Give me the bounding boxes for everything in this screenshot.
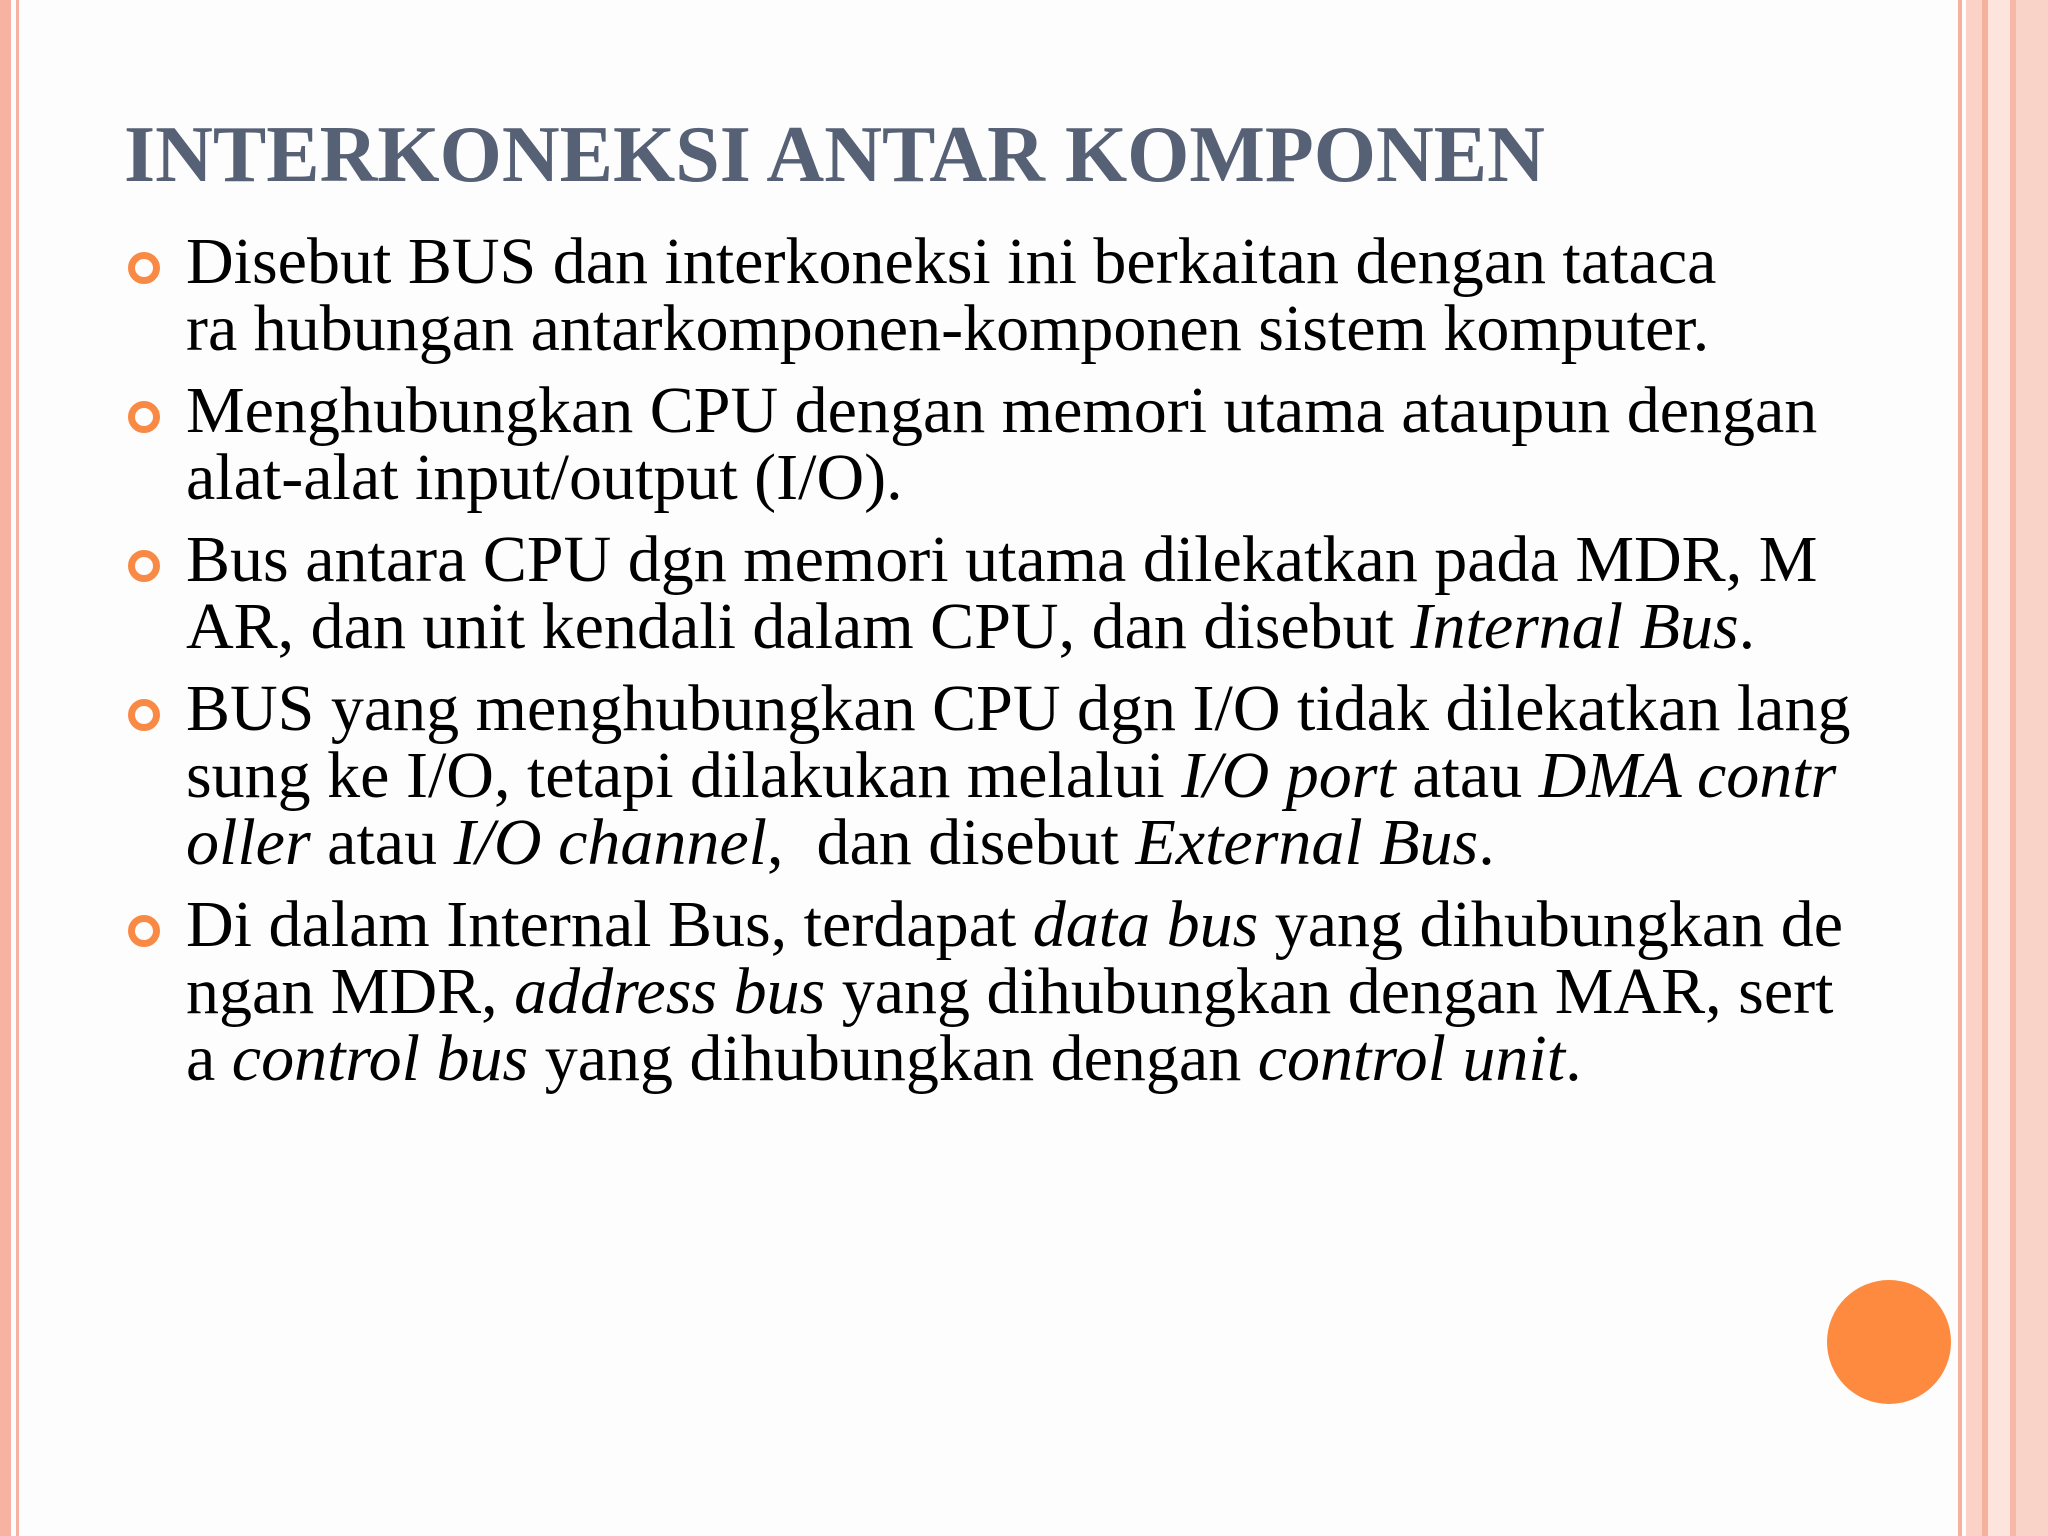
- bullet-line: [186, 441, 1924, 514]
- text-segment: , dan disebut: [767, 806, 1136, 879]
- left-stripe-decoration: [0, 0, 11, 1536]
- text-segment: yang dihubungkan dengan MAR, sert: [825, 955, 1834, 1028]
- text-segment: sung ke I/O, tetapi dilakukan melalui: [186, 739, 1182, 812]
- bullet-item: [124, 225, 1924, 365]
- ring-bullet-icon: [128, 915, 160, 947]
- right-stripe-decoration-2: [1966, 0, 1982, 1536]
- text-segment: ra hubungan antarkomponen-komponen sistem komputer.: [186, 292, 1710, 365]
- text-segment: ngan MDR,: [186, 955, 515, 1028]
- text-segment: Menghubungkan CPU dengan memori utama ataupun dengan: [186, 374, 1818, 447]
- bullet-line: [186, 374, 1924, 447]
- ring-bullet-icon: [128, 699, 160, 731]
- italic-term: External Bus: [1135, 806, 1479, 879]
- right-stripe-decoration-4: [1988, 0, 2010, 1536]
- text-segment: Bus antara CPU dgn memori utama dilekatkan pada MDR, M: [186, 523, 1818, 596]
- bullet-item: [124, 888, 1924, 1095]
- text-segment: yang dihubungkan de: [1258, 888, 1843, 961]
- bullet-line: [186, 672, 1924, 745]
- bullet-line: [186, 955, 1924, 1028]
- bullet-item: [124, 672, 1924, 879]
- bullet-line: [186, 888, 1924, 961]
- text-segment: .: [1738, 590, 1756, 663]
- bullet-line: [186, 292, 1924, 365]
- bullet-line: [186, 523, 1924, 596]
- italic-term: control unit: [1257, 1022, 1566, 1095]
- italic-term: oller: [186, 806, 311, 879]
- text-segment: atau: [310, 806, 454, 879]
- bullet-line: [186, 225, 1924, 298]
- right-stripe-decoration-6: [2016, 0, 2048, 1536]
- italic-term: data bus: [1032, 888, 1259, 961]
- bullet-line: [186, 806, 1924, 879]
- bullet-line: [186, 590, 1924, 663]
- text-segment: BUS yang menghubungkan CPU dgn I/O tidak dilekatkan lang: [186, 672, 1851, 745]
- italic-term: Internal Bus: [1410, 590, 1739, 663]
- text-segment: AR, dan unit kendali dalam CPU, dan disebut: [186, 590, 1411, 663]
- ring-bullet-icon: [128, 401, 160, 433]
- slide-title: INTERKONEKSI ANTAR KOMPONEN: [124, 111, 1545, 199]
- bullet-item: [124, 374, 1924, 514]
- text-segment: Disebut BUS dan interkoneksi ini berkaitan dengan tataca: [186, 225, 1717, 298]
- text-segment: atau: [1395, 739, 1539, 812]
- italic-term: DMA contr: [1538, 739, 1837, 812]
- ring-bullet-icon: [128, 252, 160, 284]
- text-segment: alat-alat input/output (I/O).: [186, 441, 903, 514]
- text-segment: .: [1565, 1022, 1582, 1095]
- bullet-line: [186, 739, 1924, 812]
- right-stripe-decoration-1: [1958, 0, 1962, 1536]
- text-segment: Di dalam Internal Bus, terdapat: [186, 888, 1033, 961]
- text-segment: a: [186, 1022, 232, 1095]
- italic-term: address bus: [514, 955, 826, 1028]
- bullet-line: [186, 1022, 1924, 1095]
- left-thin-stripe-decoration: [16, 0, 19, 1536]
- italic-term: control bus: [231, 1022, 529, 1095]
- orange-circle-decoration: [1827, 1280, 1951, 1404]
- ring-bullet-icon: [128, 550, 160, 582]
- bullet-item: [124, 523, 1924, 663]
- italic-term: I/O port: [1181, 739, 1396, 812]
- bullet-list: [124, 225, 1924, 1107]
- text-segment: .: [1478, 806, 1495, 879]
- text-segment: yang dihubungkan dengan: [528, 1022, 1258, 1095]
- italic-term: I/O channel: [453, 806, 767, 879]
